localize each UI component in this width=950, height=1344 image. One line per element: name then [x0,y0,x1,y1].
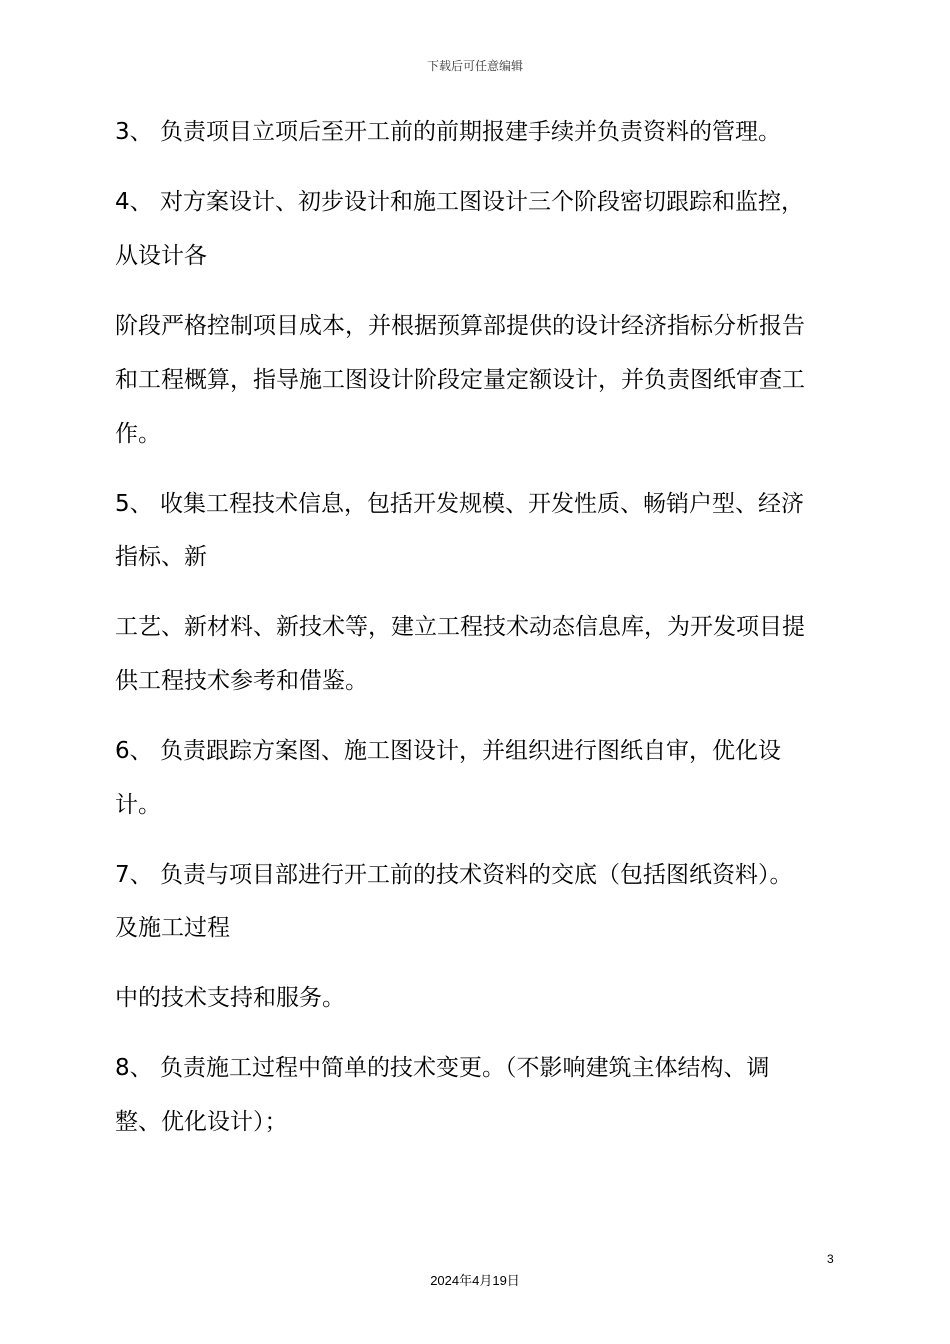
text-line: 工艺、新材料、新技术等，建立工程技术动态信息库，为开发项目提 [115,614,805,640]
text-line: 4、 对方案设计、初步设计和施工图设计三个阶段密切跟踪和监控， [115,189,804,215]
text-line: 3、 负责项目立项后至开工前的前期报建手续并负责资料的管理。 [115,119,781,145]
footer-date: 2024年4月19日 [430,1273,520,1288]
text-line: 中的技术支持和服务。 [115,985,345,1011]
text-line: 供工程技术参考和借鉴。 [115,668,368,694]
text-line: 计。 [115,792,161,818]
text-line: 6、 负责跟踪方案图、施工图设计，并组织进行图纸自审，优化设 [115,738,781,764]
text-line: 和工程概算，指导施工图设计阶段定量定额设计，并负责图纸审查工 [115,367,805,393]
text-line: 从设计各 [115,243,207,269]
text-line: 作。 [115,421,161,447]
page-header: 下载后可任意编辑 [426,59,523,73]
text-line: 8、 负责施工过程中简单的技术变更。（不影响建筑主体结构、调 [115,1055,770,1081]
text-line: 5、 收集工程技术信息，包括开发规模、开发性质、畅销户型、经济 [115,491,804,517]
page-number: 3 [827,1252,834,1266]
text-line: 指标、新 [115,544,207,570]
text-line: 整、优化设计）； [115,1109,288,1135]
text-line: 阶段严格控制项目成本，并根据预算部提供的设计经济指标分析报告 [115,313,805,339]
text-line: 及施工过程 [115,915,230,941]
text-line: 7、 负责与项目部进行开工前的技术资料的交底（包括图纸资料）。 [115,862,793,888]
